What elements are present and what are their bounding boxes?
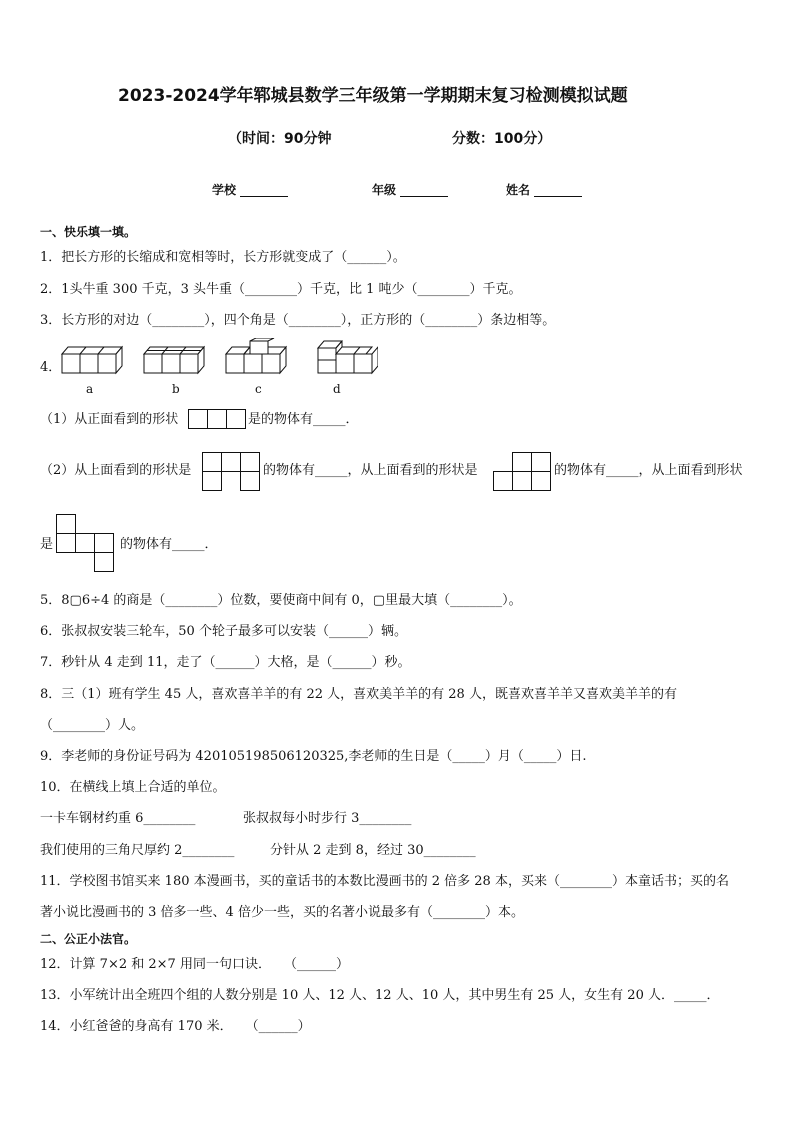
q4-part1-text: （1）从正面看到的形状: [40, 412, 179, 427]
question-10: 10．在横线上填上合适的单位。: [40, 780, 226, 795]
question-2: 2．1头牛重 300 千克，3 头牛重（________）千克，比 1 吨少（________）千克。: [40, 282, 522, 297]
top-view-shape-2: [493, 452, 551, 491]
q10-item-2: 张叔叔每小时步行 3________: [243, 811, 412, 826]
cube-figure-a: [60, 342, 124, 376]
question-3: 3．长方形的对边（________），四个角是（________），正方形的（________）条边相等。: [40, 313, 556, 328]
question-8-line2: （________）人。: [40, 718, 145, 733]
q4-part2-middle: 的物体有_____，从上面看到的形状是: [263, 463, 478, 478]
cube-figure-d: [316, 338, 378, 376]
question-14: 14．小红爸爸的身高有 170 米． （______）: [40, 1019, 311, 1034]
question-11-line2: 著小说比漫画书的 3 倍多一些、4 倍少一些，买的名著小说最多有（________）本。: [40, 905, 524, 920]
question-4-number: 4．: [40, 360, 62, 375]
question-12: 12．计算 7×2 和 2×7 用同一句口诀． （______）: [40, 957, 349, 972]
question-6: 6．张叔叔安装三轮车，50 个轮子最多可以安装（______）辆。: [40, 624, 407, 639]
cube-figure-b: [142, 342, 206, 376]
name-label: 姓名: [506, 183, 531, 197]
cube-label-a: a: [86, 382, 94, 396]
question-8-line1: 8．三（1）班有学生 45 人，喜欢喜羊羊的有 22 人，喜欢美羊羊的有 28 人，既喜欢喜羊羊又喜欢美羊羊的有: [40, 687, 677, 702]
q10-item-4: 分针从 2 走到 8，经过 30________: [270, 843, 476, 858]
section-1-heading: 一、快乐填一填。: [40, 225, 137, 239]
front-view-shape: [188, 409, 246, 429]
school-label: 学校: [212, 183, 237, 197]
question-1: 1．把长方形的长缩成和宽相等时，长方形就变成了（______）。: [40, 250, 406, 265]
q4-part1-answer: 是的物体有_____．: [248, 412, 359, 427]
page-title: 2023-2024学年郓城县数学三年级第一学期期末复习检测模拟试题: [118, 86, 628, 106]
cube-label-c: c: [255, 382, 262, 396]
q4-part3-answer: 的物体有_____．: [120, 537, 218, 552]
cube-label-b: b: [172, 382, 180, 396]
q4-part3-text: 是: [40, 537, 54, 552]
question-5: 5．8▢6÷4 的商是（________）位数，要使商中间有 0，▢里最大填（________）。: [40, 593, 522, 608]
exam-time: （时间：90分钟: [228, 131, 332, 147]
question-9: 9．李老师的身份证号码为 420105198506120325,李老师的生日是（_____）月（_____）日.: [40, 749, 587, 764]
q10-item-3: 我们使用的三角尺厚约 2________: [40, 843, 235, 858]
name-blank[interactable]: [534, 196, 582, 197]
q10-item-1: 一卡车钢材约重 6________: [40, 811, 196, 826]
grade-blank[interactable]: [400, 196, 448, 197]
question-7: 7．秒针从 4 走到 11，走了（______）大格，是（______）秒。: [40, 655, 411, 670]
school-blank[interactable]: [240, 196, 288, 197]
q4-part2-text: （2）从上面看到的形状是: [40, 463, 192, 478]
question-13: 13．小军统计出全班四个组的人数分别是 10 人、12 人、12 人、10 人，其中男生有 25 人，女生有 20 人．_____．: [40, 988, 720, 1003]
top-view-shape-3: [56, 514, 114, 572]
question-11-line1: 11．学校图书馆买来 180 本漫画书，买的童话书的本数比漫画书的 2 倍多 28 本，买来（________）本童话书；买的名: [40, 874, 729, 889]
cube-figure-c: [224, 338, 290, 376]
top-view-shape-1: [202, 452, 260, 491]
grade-label: 年级: [372, 183, 397, 197]
section-2-heading: 二、公正小法官。: [40, 932, 137, 946]
cube-label-d: d: [333, 382, 341, 396]
exam-score: 分数：100分）: [452, 131, 552, 147]
q4-part2-end: 的物体有_____，从上面看到形状: [554, 463, 743, 478]
